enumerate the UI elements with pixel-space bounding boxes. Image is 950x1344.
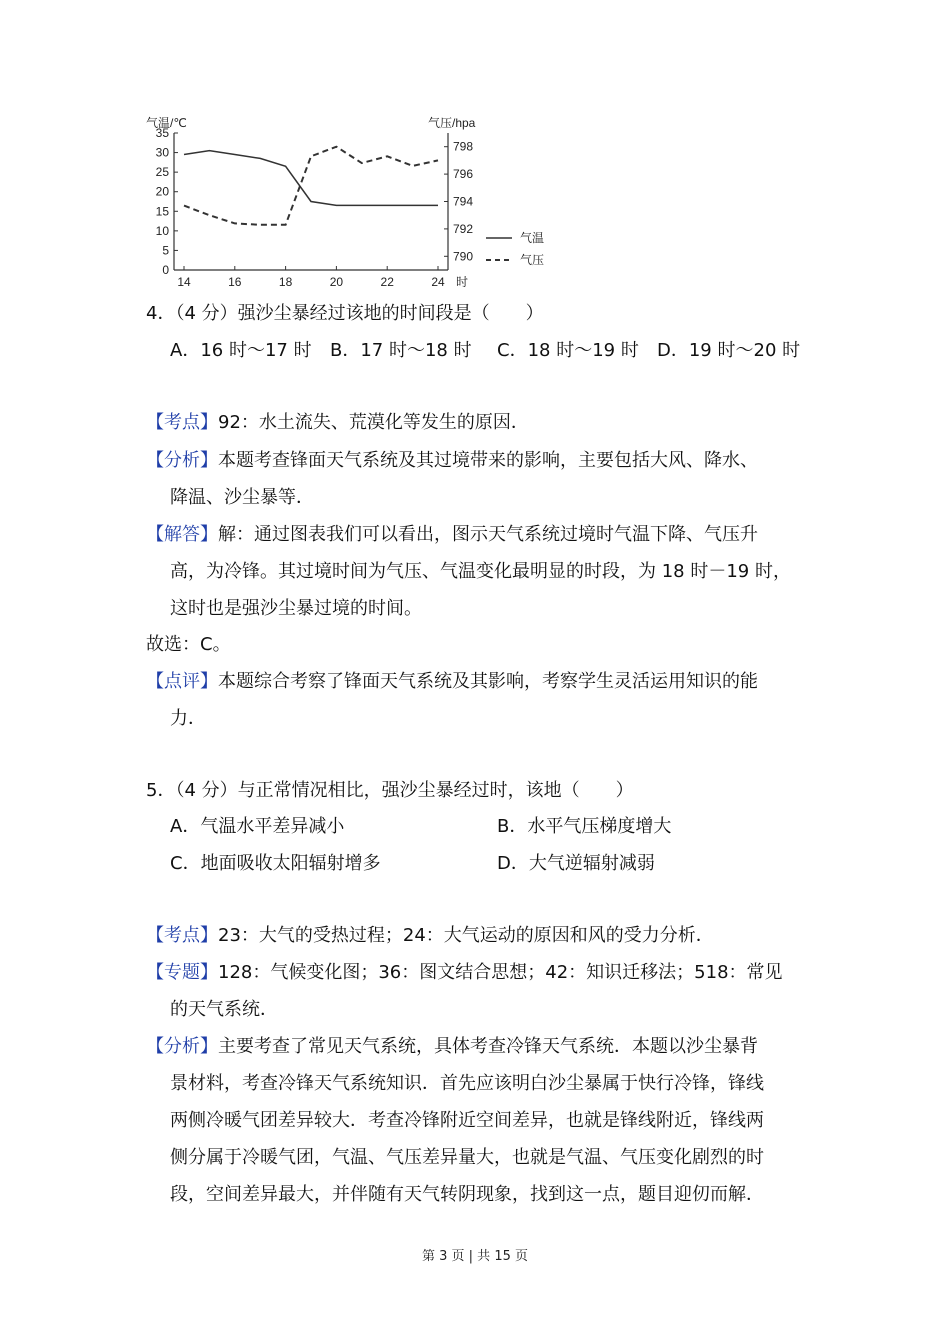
q4-option-d: D．19 时～20 时 <box>657 340 801 361</box>
q4-option-a: A．16 时～17 时 <box>170 340 312 361</box>
jieda-text-line: 解：通过图表我们可以看出，图示天气系统过境时气温下降、气压升 <box>218 524 758 545</box>
x-axis-label: 时 <box>456 275 469 289</box>
x-tick-label: 14 <box>177 275 191 289</box>
page-footer: 第 3 页 | 共 15 页 <box>422 1249 528 1264</box>
x-tick-label: 22 <box>380 275 394 289</box>
left-axis-title: 气温/℃ <box>146 116 187 130</box>
jieda-tag: 【解答】 <box>146 524 218 545</box>
right-tick-label: 790 <box>453 249 474 264</box>
right-tick-label: 794 <box>453 194 474 209</box>
fenxi-tag: 【分析】 <box>146 1036 218 1057</box>
q5-fenxi <box>146 1035 758 1059</box>
kaodian-tag: 【考点】 <box>146 925 218 946</box>
fenxi-text-line: 降温、沙尘暴等． <box>170 487 314 508</box>
kaodian-text: 92：水土流失、荒漠化等发生的原因． <box>218 412 529 433</box>
jieda-text-line: 高，为冷锋。其过境时间为气压、气温变化最明显的时段，为 18 时－19 时， <box>170 561 791 582</box>
dianping-text-line: 本题综合考察了锋面天气系统及其影响，考察学生灵活运用知识的能 <box>218 671 758 692</box>
legend-label: 气温 <box>520 231 545 245</box>
q4-stem: 4．（4 分）强沙尘暴经过该地的时间段是（ ） <box>146 303 544 324</box>
legend-label: 气压 <box>520 253 545 267</box>
series-line-气压 <box>184 147 438 225</box>
fenxi-text-line: 本题考查锋面天气系统及其过境带来的影响，主要包括大风、降水、 <box>218 450 758 471</box>
q4-option-c: C．18 时～19 时 <box>497 340 639 361</box>
fenxi-text-line: 景材料，考查冷锋天气系统知识．首先应该明白沙尘暴属于快行冷锋，锋线 <box>170 1073 764 1094</box>
kaodian-tag: 【考点】 <box>146 412 218 433</box>
x-tick-label: 16 <box>228 275 242 289</box>
left-tick-label: 30 <box>155 145 169 160</box>
q5-kaodian <box>146 924 714 948</box>
right-tick-label: 798 <box>453 139 474 154</box>
x-tick-label: 20 <box>329 275 344 289</box>
q4-option-b: B．17 时～18 时 <box>330 340 472 361</box>
q5-stem: 5．（4 分）与正常情况相比，强沙尘暴经过时，该地（ ） <box>146 780 634 801</box>
zhuanti-text-line: 128：气候变化图；36：图文结合思想；42：知识迁移法；518：常见 <box>218 962 783 983</box>
zhuanti-tag: 【专题】 <box>146 962 218 983</box>
left-tick-label: 10 <box>155 223 169 238</box>
q5-option-a: A．气温水平差异减小 <box>170 816 345 837</box>
zhuanti-text-line: 的天气系统． <box>170 999 278 1020</box>
right-tick-label: 792 <box>453 221 474 236</box>
kaodian-text: 23：大气的受热过程；24：大气运动的原因和风的受力分析． <box>218 925 714 946</box>
x-tick-label: 18 <box>278 275 293 289</box>
q4-kaodian <box>146 411 529 435</box>
dianping-text-line: 力． <box>170 708 206 729</box>
q5-zhuanti <box>146 961 783 985</box>
fenxi-text-line: 段，空间差异最大，并伴随有天气转阴现象，找到这一点，题目迎仞而解． <box>170 1184 764 1205</box>
fenxi-text-line: 主要考查了常见天气系统，具体考查冷锋天气系统．本题以沙尘暴背 <box>218 1036 758 1057</box>
left-tick-label: 25 <box>155 165 169 180</box>
left-tick-label: 35 <box>155 126 169 140</box>
q4-answer: 故选：C。 <box>146 634 231 655</box>
left-tick-label: 20 <box>155 184 169 199</box>
q5-option-c: C．地面吸收太阳辐射增多 <box>170 853 381 874</box>
fenxi-text-line: 侧分属于冷暖气团，气温、气压差异量大，也就是气温、气压变化剧烈的时 <box>170 1147 764 1168</box>
right-tick-label: 796 <box>453 167 474 182</box>
left-tick-label: 0 <box>162 263 169 277</box>
right-axis-title: 气压/hpa <box>428 116 476 130</box>
fenxi-tag: 【分析】 <box>146 450 218 471</box>
left-tick-label: 5 <box>162 243 169 258</box>
dianping-tag: 【点评】 <box>146 671 218 692</box>
fenxi-text-line: 两侧冷暖气团差异较大．考查冷锋附近空间差异，也就是锋线附近，锋线两 <box>170 1110 764 1131</box>
x-tick-label: 24 <box>431 275 445 289</box>
q4-dianping <box>146 670 758 694</box>
q5-option-d: D．大气逆辐射减弱 <box>497 853 655 874</box>
q4-jieda <box>146 523 758 547</box>
q5-option-b: B．水平气压梯度增大 <box>497 816 672 837</box>
jieda-text-line: 这时也是强沙尘暴过境的时间。 <box>170 598 422 619</box>
temperature-pressure-chart <box>0 0 950 300</box>
left-tick-label: 15 <box>155 204 169 219</box>
q4-fenxi <box>146 449 758 473</box>
